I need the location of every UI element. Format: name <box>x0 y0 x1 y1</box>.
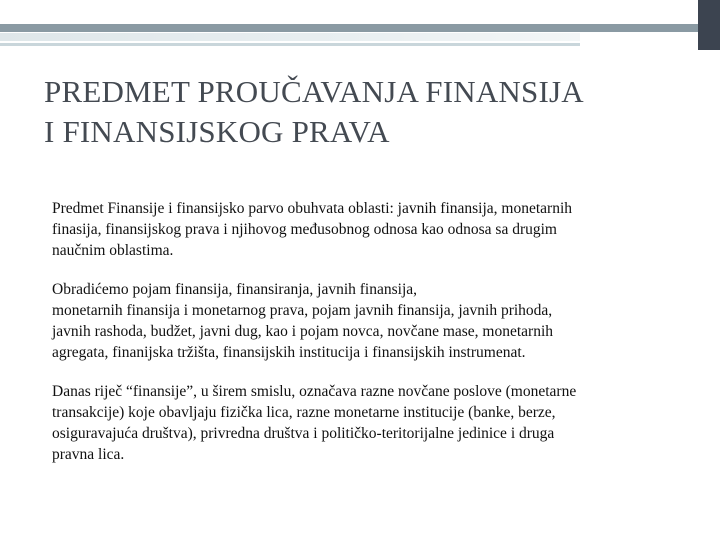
header-light-bar <box>0 33 580 41</box>
slide-title-line-2: I FINANSIJSKOG PRAVA <box>44 114 390 149</box>
paragraph-subject <box>52 198 677 261</box>
paragraph-topics <box>52 279 677 363</box>
paragraph-line: transakcije) koje obavljaju fizička lica, razne monetarne institucije (banke, berze, <box>52 404 556 421</box>
header-thin-line <box>0 43 580 46</box>
paragraph-line: agregata, finanijska tržišta, finansijskih institucija i finansijskih instrumenat. <box>52 344 526 361</box>
paragraph-line: Obradićemo pojam finansija, finansiranja, javnih finansija, <box>52 281 417 298</box>
paragraph-line: finasija, finansijskog prava i njihovog međusobnog odnosa kao odnosa sa drugim <box>52 221 557 238</box>
slide-body <box>52 198 677 483</box>
paragraph-line: osiguravajuća društva), privredna društva i političko-teritorijalne jedinice i druga <box>52 425 555 442</box>
paragraph-definition <box>52 381 677 465</box>
header-top-band <box>0 0 720 22</box>
paragraph-line: javnih rashoda, budžet, javni dug, kao i pojam novca, novčane mase, monetarnih <box>52 323 554 340</box>
paragraph-line: pravna lica. <box>52 446 125 463</box>
paragraph-line: monetarnih finansija i monetarnog prava, pojam javnih finansija, javnih prihoda, <box>52 302 553 319</box>
header-gray-bar <box>0 24 698 32</box>
paragraph-line: Danas riječ “finansije”, u širem smislu, označava razne novčane poslove (monetarne <box>52 383 577 400</box>
slide-title <box>44 72 684 152</box>
paragraph-line: Predmet Finansije i finansijsko parvo obuhvata oblasti: javnih finansija, monetarnih <box>52 200 573 217</box>
paragraph-line: naučnim oblastima. <box>52 242 174 259</box>
header-dark-block <box>698 0 720 50</box>
slide-title-line-1: PREDMET PROUČAVANJA FINANSIJA <box>44 74 584 109</box>
